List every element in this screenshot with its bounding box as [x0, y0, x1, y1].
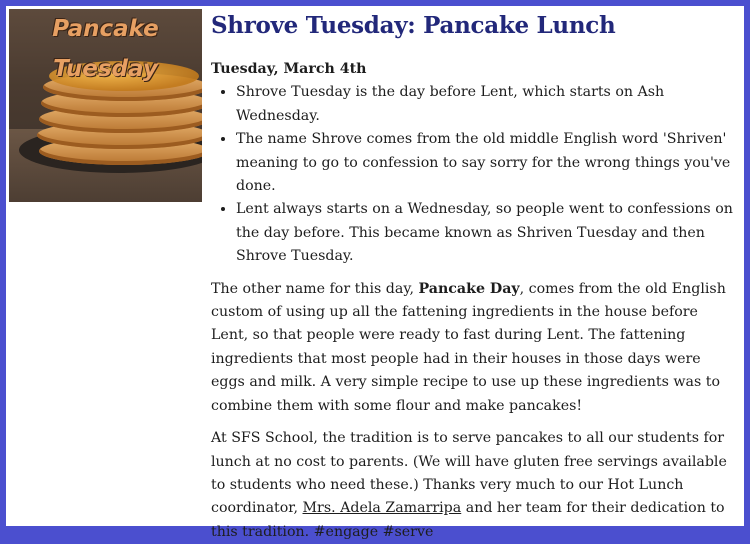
list-item: • Shrove Tuesday is the day before Lent, which starts on Ash Wednesday. — [236, 81, 737, 128]
paragraph-text: The other name for this day, — [211, 280, 419, 297]
image-overlay-title: Pancake Tuesday — [52, 16, 159, 82]
paragraph-sfs-tradition — [211, 427, 737, 544]
event-date: Tuesday, March 4th — [211, 61, 367, 77]
facts-list — [211, 81, 737, 268]
page-title: Shrove Tuesday: Pancake Lunch — [211, 12, 616, 39]
coordinator-link[interactable]: Mrs. Adela Zamarripa — [302, 500, 462, 517]
paragraph-pancake-day — [211, 278, 737, 418]
post-body — [211, 58, 737, 544]
paragraph-text: and her team for their dedication to this tradition. #engage #serve — [211, 500, 725, 540]
list-item: • The name Shrove comes from the old middle English word 'Shriven' meaning to go to confession to say sorry for the wrong things you've done. — [236, 128, 737, 198]
paragraph-text: , comes from the old English custom of using up all the fattening ingredients in the house before Lent, so that people were ready to fast during Lent. The fattening ingredients that most people had in their houses in those days were eggs and milk. A very simple recipe to use up these ingredients was to combine them with some flour and make pancakes! — [211, 280, 726, 414]
paragraph-text: At SFS School, the tradition is to serve pancakes to all our students for lunch at no cost to parents. (We will have gluten free servings available to students who need these.) Thanks very much to our Hot Lunch coordinator, — [211, 430, 727, 517]
pancake-image[interactable] — [9, 9, 202, 202]
post-card — [6, 6, 744, 540]
bold-term: Pancake Day — [418, 280, 520, 297]
list-item: • Lent always starts on a Wednesday, so people went to confessions on the day before. This became known as Shriven Tuesday and then Shrove Tuesday. — [236, 198, 737, 268]
